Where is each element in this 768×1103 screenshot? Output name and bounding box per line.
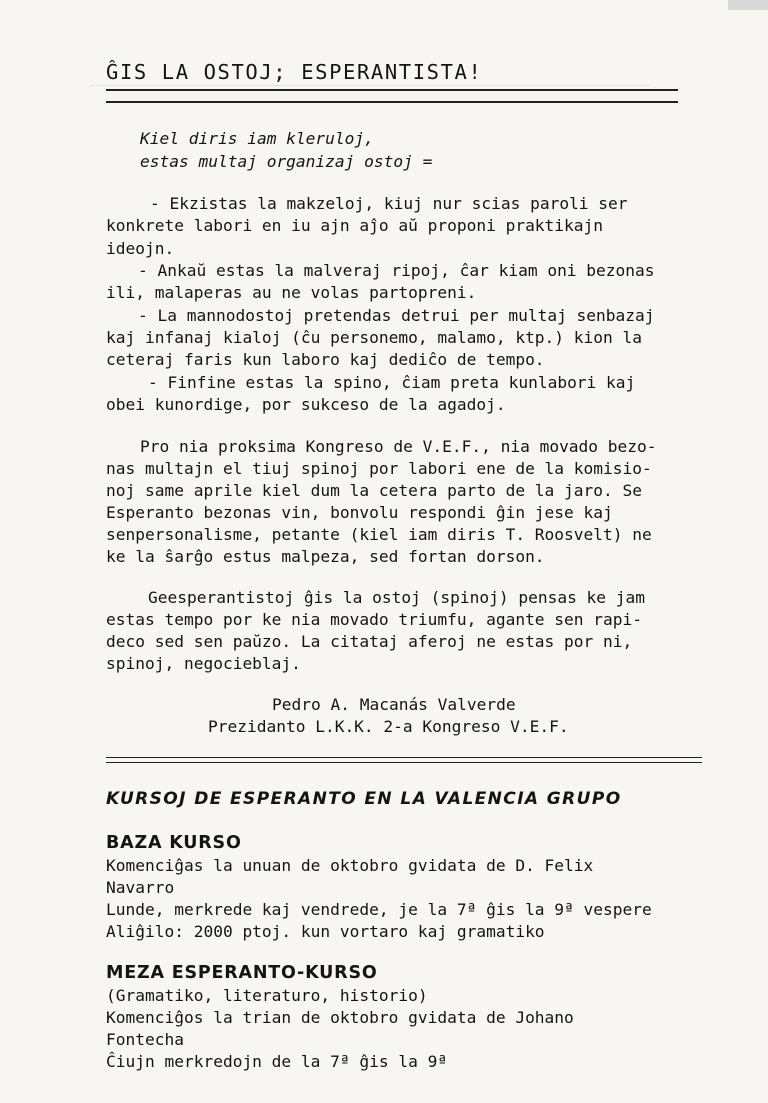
text-line: - Ekzistas la makzeloj, kiuj nur scias paroli ser [150,194,628,213]
text-line: - Finfine estas la spino, ĉiam preta kunlabori kaj [148,373,636,392]
course-heading: MEZA ESPERANTO-KURSO [106,963,378,983]
article-title: ĜIS LA OSTOJ; ESPERANTISTA! [106,60,483,84]
text-line: Pro nia proksima Kongreso de V.E.F., nia movado bezo- [140,437,657,456]
text-line: Geesperantistoj ĝis la ostoj (spinoj) pensas ke jam [148,588,646,607]
course-heading: BAZA KURSO [106,833,242,853]
text-line: kaj infanaj kialoj (ĉu personemo, malamo, ktp.) kion la [106,328,643,347]
text-line: estas tempo por ke nia movado triumfu, agante sen rapi- [106,610,643,629]
text-line: Esperanto bezonas vin, bonvolu respondi ĝin jese kaj [106,503,613,522]
section-divider [106,757,702,763]
section-title: KURSOJ DE ESPERANTO EN LA VALENCIA GRUPO [106,789,622,809]
course-line: Fontecha [106,1030,184,1049]
course-line: Lunde, merkrede kaj vendrede, je la 7ª ĝis la 9ª vespere [106,900,652,919]
text-line: noj same aprile kiel dum la cetera parto de la jaro. Se [106,481,643,500]
course-line: Komenciĝos la trian de oktobro gvidata de Johano [106,1008,574,1027]
course-line: Aliĝilo: 2000 ptoj. kun vortaro kaj gramatiko [106,922,545,941]
text-line: konkrete labori en iu ajn aĵo aŭ proponi praktikajn [106,216,604,235]
text-line: senpersonalisme, petante (kiel iam diris T. Roosvelt) ne [106,525,652,544]
text-line: obei kunordige, por sukceso de la agadoj. [106,395,506,414]
intro-line: estas multaj organizaj ostoj = [140,152,433,171]
title-double-rule [106,89,678,103]
text-line: ili, malaperas au ne volas partopreni. [106,283,477,302]
text-line: ke la ŝarĝo estus malpeza, sed fortan dorson. [106,547,545,566]
text-line: spinoj, negocieblaj. [106,654,301,673]
text-line: ideojn. [106,239,175,258]
text-line: ceteraj faris kun laboro kaj dediĉo de tempo. [106,350,545,369]
text-line: deco sed sen paŭzo. La citataj aferoj ne estas por ni, [106,632,633,651]
text-line: nas multajn el tiuj spinoj por labori ene de la komisio- [106,459,652,478]
signature-role: Prezidanto L.K.K. 2-a Kongreso V.E.F. [208,717,569,736]
text-line: - Ankaŭ estas la malveraj ripoj, ĉar kiam oni bezonas [138,261,655,280]
text-line: - La mannodostoj pretendas detrui per multaj senbazaj [138,306,655,325]
signature-name: Pedro A. Macanás Valverde [272,695,516,714]
course-line: (Gramatiko, literaturo, historio) [106,986,428,1005]
intro-line: Kiel diris iam kleruloj, [140,129,374,148]
course-line: Navarro [106,878,175,897]
course-line: Komenciĝas la unuan de oktobro gvidata de D. Felix [106,856,594,875]
scan-edge [728,0,768,10]
course-line: Ĉiujn merkredojn de la 7ª ĝis la 9ª [106,1052,448,1071]
